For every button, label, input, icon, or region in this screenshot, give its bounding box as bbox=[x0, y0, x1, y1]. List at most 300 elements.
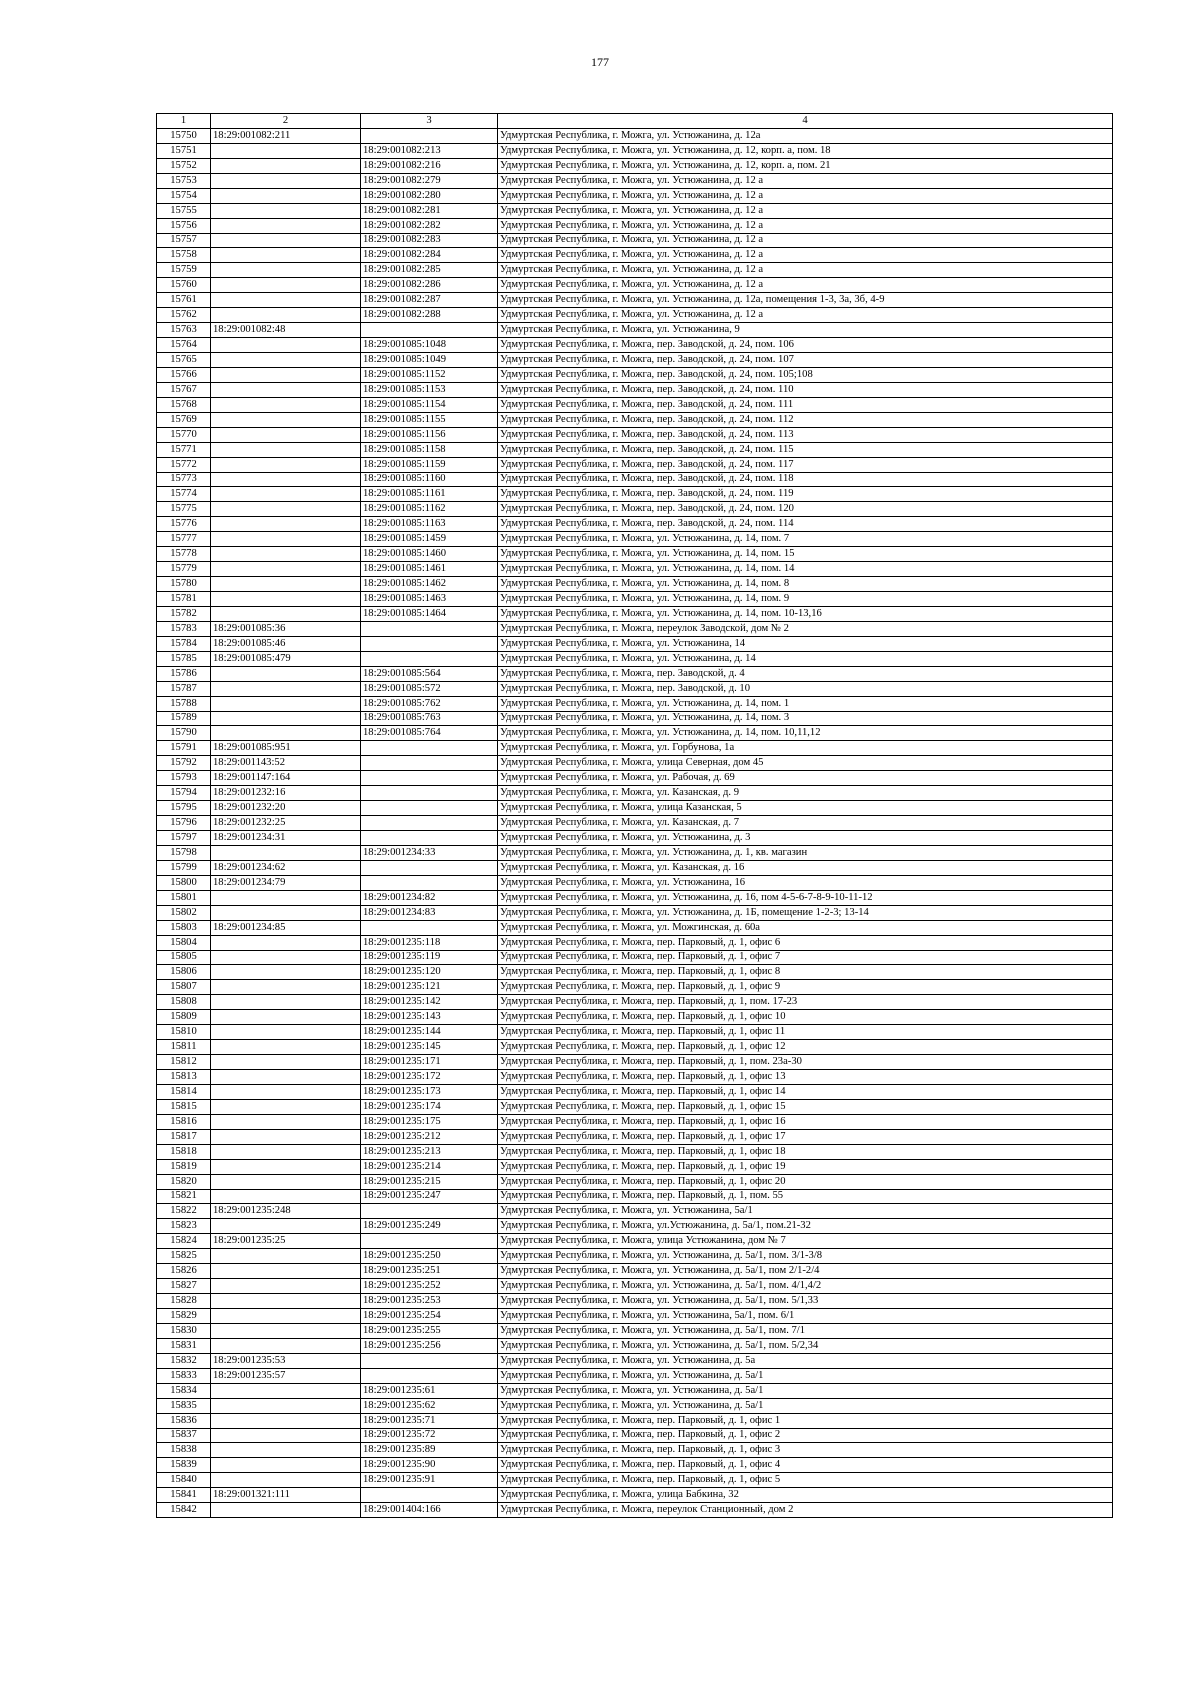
cadastral-number-cell bbox=[211, 203, 361, 218]
sub-cadastral-number-cell: 18:29:001235:144 bbox=[361, 1025, 498, 1040]
table-row bbox=[157, 980, 1113, 995]
sub-cadastral-number-cell: 18:29:001235:214 bbox=[361, 1159, 498, 1174]
sub-cadastral-number-cell: 18:29:001235:90 bbox=[361, 1458, 498, 1473]
table-row bbox=[157, 711, 1113, 726]
address-cell: Удмуртская Республика, г. Можга, пер. Парковый, д. 1, офис 7 bbox=[498, 950, 1113, 965]
table-row bbox=[157, 367, 1113, 382]
cadastral-number-cell bbox=[211, 532, 361, 547]
cadastral-number-cell bbox=[211, 457, 361, 472]
cadastral-number-cell bbox=[211, 935, 361, 950]
table-row bbox=[157, 1368, 1113, 1383]
sub-cadastral-number-cell bbox=[361, 816, 498, 831]
table-row bbox=[157, 323, 1113, 338]
row-number-cell: 15759 bbox=[157, 263, 211, 278]
cadastral-number-cell: 18:29:001235:53 bbox=[211, 1353, 361, 1368]
row-number-cell: 15830 bbox=[157, 1323, 211, 1338]
sub-cadastral-number-cell: 18:29:001235:213 bbox=[361, 1144, 498, 1159]
table-row bbox=[157, 1279, 1113, 1294]
sub-cadastral-number-cell bbox=[361, 1488, 498, 1503]
cadastral-number-cell bbox=[211, 1443, 361, 1458]
cadastral-number-cell: 18:29:001232:25 bbox=[211, 816, 361, 831]
address-cell: Удмуртская Республика, г. Можга, пер. Заводской, д. 24, пом. 119 bbox=[498, 487, 1113, 502]
sub-cadastral-number-cell: 18:29:001235:142 bbox=[361, 995, 498, 1010]
row-number-cell: 15778 bbox=[157, 547, 211, 562]
table-row bbox=[157, 741, 1113, 756]
cadastral-number-cell bbox=[211, 726, 361, 741]
cadastral-number-cell: 18:29:001143:52 bbox=[211, 756, 361, 771]
address-cell: Удмуртская Республика, г. Можга, ул. Устюжанина, 5а/1, пом. 6/1 bbox=[498, 1309, 1113, 1324]
address-cell: Удмуртская Республика, г. Можга, ул. Устюжанина, д. 5а/1 bbox=[498, 1368, 1113, 1383]
address-cell: Удмуртская Республика, г. Можга, ул. Устюжанина, д. 12 а bbox=[498, 188, 1113, 203]
cadastral-number-cell bbox=[211, 845, 361, 860]
row-number-cell: 15827 bbox=[157, 1279, 211, 1294]
address-cell: Удмуртская Республика, г. Можга, ул. Устюжанина, 5а/1 bbox=[498, 1204, 1113, 1219]
table-row bbox=[157, 502, 1113, 517]
table-row bbox=[157, 1249, 1113, 1264]
cadastral-number-cell bbox=[211, 263, 361, 278]
row-number-cell: 15772 bbox=[157, 457, 211, 472]
address-cell: Удмуртская Республика, г. Можга, ул. Устюжанина, д. 5а/1, пом. 7/1 bbox=[498, 1323, 1113, 1338]
cadastral-number-cell bbox=[211, 338, 361, 353]
table-row bbox=[157, 1383, 1113, 1398]
cadastral-number-cell bbox=[211, 1458, 361, 1473]
cadastral-number-cell: 18:29:001082:48 bbox=[211, 323, 361, 338]
row-number-cell: 15751 bbox=[157, 143, 211, 158]
cadastral-number-cell bbox=[211, 1279, 361, 1294]
sub-cadastral-number-cell: 18:29:001085:572 bbox=[361, 681, 498, 696]
cadastral-number-cell bbox=[211, 248, 361, 263]
row-number-cell: 15766 bbox=[157, 367, 211, 382]
row-number-cell: 15787 bbox=[157, 681, 211, 696]
cadastral-number-cell bbox=[211, 517, 361, 532]
row-number-cell: 15828 bbox=[157, 1294, 211, 1309]
address-cell: Удмуртская Республика, г. Можга, улица Устюжанина, дом № 7 bbox=[498, 1234, 1113, 1249]
cadastral-number-cell bbox=[211, 308, 361, 323]
cadastral-number-cell bbox=[211, 1084, 361, 1099]
cadastral-number-cell bbox=[211, 143, 361, 158]
address-cell: Удмуртская Республика, г. Можга, пер. Заводской, д. 24, пом. 118 bbox=[498, 472, 1113, 487]
cadastral-number-cell bbox=[211, 1070, 361, 1085]
cadastral-number-cell bbox=[211, 1398, 361, 1413]
sub-cadastral-number-cell bbox=[361, 771, 498, 786]
sub-cadastral-number-cell bbox=[361, 801, 498, 816]
address-cell: Удмуртская Республика, г. Можга, ул. Устюжанина, д. 14, пом. 1 bbox=[498, 696, 1113, 711]
cadastral-number-cell bbox=[211, 995, 361, 1010]
row-number-cell: 15842 bbox=[157, 1503, 211, 1518]
row-number-cell: 15755 bbox=[157, 203, 211, 218]
cadastral-number-cell bbox=[211, 666, 361, 681]
row-number-cell: 15781 bbox=[157, 592, 211, 607]
row-number-cell: 15752 bbox=[157, 158, 211, 173]
table-row bbox=[157, 412, 1113, 427]
row-number-cell: 15762 bbox=[157, 308, 211, 323]
table-row bbox=[157, 816, 1113, 831]
sub-cadastral-number-cell: 18:29:001085:1049 bbox=[361, 353, 498, 368]
sub-cadastral-number-cell: 18:29:001085:1159 bbox=[361, 457, 498, 472]
table-row bbox=[157, 905, 1113, 920]
sub-cadastral-number-cell bbox=[361, 741, 498, 756]
table-row bbox=[157, 1398, 1113, 1413]
cadastral-number-cell: 18:29:001321:111 bbox=[211, 1488, 361, 1503]
row-number-cell: 15790 bbox=[157, 726, 211, 741]
row-number-cell: 15819 bbox=[157, 1159, 211, 1174]
table-row bbox=[157, 860, 1113, 875]
row-number-cell: 15761 bbox=[157, 293, 211, 308]
sub-cadastral-number-cell: 18:29:001085:1156 bbox=[361, 427, 498, 442]
sub-cadastral-number-cell: 18:29:001085:1463 bbox=[361, 592, 498, 607]
address-cell: Удмуртская Республика, г. Можга, переулок Заводской, дом № 2 bbox=[498, 621, 1113, 636]
table-row bbox=[157, 606, 1113, 621]
cadastral-number-cell bbox=[211, 1159, 361, 1174]
table-row bbox=[157, 338, 1113, 353]
sub-cadastral-number-cell: 18:29:001082:280 bbox=[361, 188, 498, 203]
row-number-cell: 15838 bbox=[157, 1443, 211, 1458]
sub-cadastral-number-cell: 18:29:001235:171 bbox=[361, 1055, 498, 1070]
cadastral-number-cell bbox=[211, 1473, 361, 1488]
address-cell: Удмуртская Республика, г. Можга, пер. Парковый, д. 1, офис 17 bbox=[498, 1129, 1113, 1144]
sub-cadastral-number-cell: 18:29:001404:166 bbox=[361, 1503, 498, 1518]
address-cell: Удмуртская Республика, г. Можга, ул. Устюжанина, д. 14, пом. 15 bbox=[498, 547, 1113, 562]
address-cell: Удмуртская Республика, г. Можга, пер. Парковый, д. 1, офис 4 bbox=[498, 1458, 1113, 1473]
address-cell: Удмуртская Республика, г. Можга, ул. Устюжанина, д. 14, пом. 3 bbox=[498, 711, 1113, 726]
address-cell: Удмуртская Республика, г. Можга, ул. Устюжанина, д. 12 а bbox=[498, 263, 1113, 278]
table-row bbox=[157, 397, 1113, 412]
sub-cadastral-number-cell: 18:29:001234:82 bbox=[361, 890, 498, 905]
cadastral-number-cell bbox=[211, 1428, 361, 1443]
row-number-cell: 15757 bbox=[157, 233, 211, 248]
address-cell: Удмуртская Республика, г. Можга, ул. Устюжанина, д. 5а/1 bbox=[498, 1398, 1113, 1413]
sub-cadastral-number-cell: 18:29:001082:213 bbox=[361, 143, 498, 158]
row-number-cell: 15821 bbox=[157, 1189, 211, 1204]
row-number-cell: 15788 bbox=[157, 696, 211, 711]
column-header-2: 2 bbox=[211, 114, 361, 129]
address-cell: Удмуртская Республика, г. Можга, ул. Устюжанина, д. 1Б, помещение 1-2-3; 13-14 bbox=[498, 905, 1113, 920]
address-cell: Удмуртская Республика, г. Можга, пер. Заводской, д. 24, пом. 120 bbox=[498, 502, 1113, 517]
sub-cadastral-number-cell: 18:29:001235:254 bbox=[361, 1309, 498, 1324]
sub-cadastral-number-cell: 18:29:001085:1462 bbox=[361, 577, 498, 592]
cadastral-number-cell bbox=[211, 562, 361, 577]
address-cell: Удмуртская Республика, г. Можга, пер. Парковый, д. 1, офис 15 bbox=[498, 1099, 1113, 1114]
address-cell: Удмуртская Республика, г. Можга, пер. Парковый, д. 1, офис 12 bbox=[498, 1040, 1113, 1055]
table-row bbox=[157, 1144, 1113, 1159]
table-row bbox=[157, 1099, 1113, 1114]
sub-cadastral-number-cell bbox=[361, 1204, 498, 1219]
row-number-cell: 15813 bbox=[157, 1070, 211, 1085]
sub-cadastral-number-cell: 18:29:001234:83 bbox=[361, 905, 498, 920]
sub-cadastral-number-cell: 18:29:001235:91 bbox=[361, 1473, 498, 1488]
cadastral-number-cell bbox=[211, 158, 361, 173]
table-row bbox=[157, 1055, 1113, 1070]
address-cell: Удмуртская Республика, г. Можга, ул. Устюжанина, д. 5а/1, пом. 4/1,4/2 bbox=[498, 1279, 1113, 1294]
column-header-4: 4 bbox=[498, 114, 1113, 129]
cadastral-number-cell bbox=[211, 278, 361, 293]
row-number-cell: 15829 bbox=[157, 1309, 211, 1324]
sub-cadastral-number-cell: 18:29:001082:281 bbox=[361, 203, 498, 218]
sub-cadastral-number-cell: 18:29:001235:256 bbox=[361, 1338, 498, 1353]
address-cell: Удмуртская Республика, г. Можга, ул. Устюжанина, д. 12 а bbox=[498, 203, 1113, 218]
table-row bbox=[157, 726, 1113, 741]
table-row bbox=[157, 845, 1113, 860]
address-cell: Удмуртская Республика, г. Можга, переулок Станционный, дом 2 bbox=[498, 1503, 1113, 1518]
table-row bbox=[157, 233, 1113, 248]
cadastral-number-cell: 18:29:001082:211 bbox=[211, 128, 361, 143]
address-cell: Удмуртская Республика, г. Можга, пер. Заводской, д. 24, пом. 110 bbox=[498, 382, 1113, 397]
sub-cadastral-number-cell: 18:29:001082:287 bbox=[361, 293, 498, 308]
sub-cadastral-number-cell bbox=[361, 1353, 498, 1368]
table-row bbox=[157, 950, 1113, 965]
table-row bbox=[157, 801, 1113, 816]
sub-cadastral-number-cell bbox=[361, 323, 498, 338]
table-row bbox=[157, 1473, 1113, 1488]
address-cell: Удмуртская Республика, г. Можга, ул. Устюжанина, д. 12 а bbox=[498, 278, 1113, 293]
sub-cadastral-number-cell: 18:29:001235:72 bbox=[361, 1428, 498, 1443]
sub-cadastral-number-cell bbox=[361, 875, 498, 890]
table-row bbox=[157, 532, 1113, 547]
table-row bbox=[157, 756, 1113, 771]
cadastral-number-cell bbox=[211, 1040, 361, 1055]
cadastral-number-cell bbox=[211, 353, 361, 368]
cadastral-number-cell bbox=[211, 577, 361, 592]
sub-cadastral-number-cell: 18:29:001085:764 bbox=[361, 726, 498, 741]
sub-cadastral-number-cell: 18:29:001085:564 bbox=[361, 666, 498, 681]
sub-cadastral-number-cell: 18:29:001085:1152 bbox=[361, 367, 498, 382]
table-row bbox=[157, 1458, 1113, 1473]
sub-cadastral-number-cell: 18:29:001235:215 bbox=[361, 1174, 498, 1189]
row-number-cell: 15839 bbox=[157, 1458, 211, 1473]
table-row bbox=[157, 203, 1113, 218]
address-cell: Удмуртская Республика, г. Можга, ул. Устюжанина, д. 12 а bbox=[498, 308, 1113, 323]
address-cell: Удмуртская Республика, г. Можга, пер. Заводской, д. 24, пом. 115 bbox=[498, 442, 1113, 457]
row-number-cell: 15793 bbox=[157, 771, 211, 786]
sub-cadastral-number-cell: 18:29:001085:1048 bbox=[361, 338, 498, 353]
row-number-cell: 15822 bbox=[157, 1204, 211, 1219]
registry-table bbox=[156, 113, 1113, 1518]
row-number-cell: 15763 bbox=[157, 323, 211, 338]
row-number-cell: 15826 bbox=[157, 1264, 211, 1279]
address-cell: Удмуртская Республика, г. Можга, пер. Заводской, д. 10 bbox=[498, 681, 1113, 696]
row-number-cell: 15791 bbox=[157, 741, 211, 756]
table-row bbox=[157, 995, 1113, 1010]
row-number-cell: 15833 bbox=[157, 1368, 211, 1383]
address-cell: Удмуртская Республика, г. Можга, ул.Устюжанина, д. 5а/1, пом.21-32 bbox=[498, 1219, 1113, 1234]
row-number-cell: 15799 bbox=[157, 860, 211, 875]
row-number-cell: 15756 bbox=[157, 218, 211, 233]
address-cell: Удмуртская Республика, г. Можга, ул. Казанская, д. 7 bbox=[498, 816, 1113, 831]
cadastral-number-cell: 18:29:001235:57 bbox=[211, 1368, 361, 1383]
address-cell: Удмуртская Республика, г. Можга, ул. Устюжанина, д. 5а/1, пом. 5/1,33 bbox=[498, 1294, 1113, 1309]
page-number: 177 bbox=[591, 55, 609, 69]
row-number-cell: 15773 bbox=[157, 472, 211, 487]
address-cell: Удмуртская Республика, г. Можга, ул. Устюжанина, д. 14, пом. 8 bbox=[498, 577, 1113, 592]
address-cell: Удмуртская Республика, г. Можга, ул. Устюжанина, д. 12 а bbox=[498, 248, 1113, 263]
cadastral-number-cell: 18:29:001234:85 bbox=[211, 920, 361, 935]
address-cell: Удмуртская Республика, г. Можга, ул. Устюжанина, д. 5а/1, пом. 3/1-3/8 bbox=[498, 1249, 1113, 1264]
table-row bbox=[157, 562, 1113, 577]
row-number-cell: 15832 bbox=[157, 1353, 211, 1368]
cadastral-number-cell bbox=[211, 1025, 361, 1040]
row-number-cell: 15824 bbox=[157, 1234, 211, 1249]
address-cell: Удмуртская Республика, г. Можга, ул. Устюжанина, д. 1, кв. магазин bbox=[498, 845, 1113, 860]
row-number-cell: 15798 bbox=[157, 845, 211, 860]
sub-cadastral-number-cell: 18:29:001235:62 bbox=[361, 1398, 498, 1413]
row-number-cell: 15776 bbox=[157, 517, 211, 532]
cadastral-number-cell: 18:29:001085:46 bbox=[211, 636, 361, 651]
row-number-cell: 15812 bbox=[157, 1055, 211, 1070]
table-row bbox=[157, 442, 1113, 457]
cadastral-number-cell bbox=[211, 1413, 361, 1428]
sub-cadastral-number-cell: 18:29:001235:251 bbox=[361, 1264, 498, 1279]
table-row bbox=[157, 263, 1113, 278]
cadastral-number-cell: 18:29:001085:479 bbox=[211, 651, 361, 666]
row-number-cell: 15815 bbox=[157, 1099, 211, 1114]
sub-cadastral-number-cell: 18:29:001082:285 bbox=[361, 263, 498, 278]
sub-cadastral-number-cell: 18:29:001082:288 bbox=[361, 308, 498, 323]
cadastral-number-cell: 18:29:001232:20 bbox=[211, 801, 361, 816]
sub-cadastral-number-cell: 18:29:001085:1153 bbox=[361, 382, 498, 397]
cadastral-number-cell bbox=[211, 1503, 361, 1518]
cadastral-number-cell bbox=[211, 382, 361, 397]
table-row bbox=[157, 1040, 1113, 1055]
table-row bbox=[157, 1234, 1113, 1249]
row-number-cell: 15775 bbox=[157, 502, 211, 517]
sub-cadastral-number-cell: 18:29:001085:762 bbox=[361, 696, 498, 711]
row-number-cell: 15794 bbox=[157, 786, 211, 801]
address-cell: Удмуртская Республика, г. Можга, пер. Заводской, д. 4 bbox=[498, 666, 1113, 681]
table-row bbox=[157, 248, 1113, 263]
row-number-cell: 15750 bbox=[157, 128, 211, 143]
sub-cadastral-number-cell: 18:29:001235:71 bbox=[361, 1413, 498, 1428]
address-cell: Удмуртская Республика, г. Можга, ул. Устюжанина, д. 16, пом 4-5-6-7-8-9-10-11-12 bbox=[498, 890, 1113, 905]
cadastral-number-cell bbox=[211, 1099, 361, 1114]
cadastral-number-cell bbox=[211, 606, 361, 621]
cadastral-number-cell bbox=[211, 1055, 361, 1070]
cadastral-number-cell bbox=[211, 1114, 361, 1129]
row-number-cell: 15789 bbox=[157, 711, 211, 726]
table-row bbox=[157, 890, 1113, 905]
sub-cadastral-number-cell: 18:29:001235:250 bbox=[361, 1249, 498, 1264]
row-number-cell: 15807 bbox=[157, 980, 211, 995]
table-row bbox=[157, 1294, 1113, 1309]
column-header-1: 1 bbox=[157, 114, 211, 129]
table-row bbox=[157, 1219, 1113, 1234]
sub-cadastral-number-cell: 18:29:001234:33 bbox=[361, 845, 498, 860]
sub-cadastral-number-cell: 18:29:001235:253 bbox=[361, 1294, 498, 1309]
table-row bbox=[157, 1413, 1113, 1428]
cadastral-number-cell bbox=[211, 1309, 361, 1324]
cadastral-number-cell: 18:29:001234:79 bbox=[211, 875, 361, 890]
address-cell: Удмуртская Республика, г. Можга, пер. Заводской, д. 24, пом. 105;108 bbox=[498, 367, 1113, 382]
sub-cadastral-number-cell: 18:29:001235:145 bbox=[361, 1040, 498, 1055]
table-row bbox=[157, 786, 1113, 801]
address-cell: Удмуртская Республика, г. Можга, пер. Заводской, д. 24, пом. 114 bbox=[498, 517, 1113, 532]
row-number-cell: 15814 bbox=[157, 1084, 211, 1099]
sub-cadastral-number-cell: 18:29:001085:1460 bbox=[361, 547, 498, 562]
cadastral-number-cell bbox=[211, 397, 361, 412]
row-number-cell: 15818 bbox=[157, 1144, 211, 1159]
row-number-cell: 15796 bbox=[157, 816, 211, 831]
cadastral-number-cell bbox=[211, 965, 361, 980]
address-cell: Удмуртская Республика, г. Можга, улица Северная, дом 45 bbox=[498, 756, 1113, 771]
row-number-cell: 15823 bbox=[157, 1219, 211, 1234]
table-row bbox=[157, 1010, 1113, 1025]
cadastral-number-cell bbox=[211, 980, 361, 995]
table-row bbox=[157, 621, 1113, 636]
address-cell: Удмуртская Республика, г. Можга, улица Бабкина, 32 bbox=[498, 1488, 1113, 1503]
table-row bbox=[157, 293, 1113, 308]
table-row bbox=[157, 487, 1113, 502]
address-cell: Удмуртская Республика, г. Можга, ул. Рабочая, д. 69 bbox=[498, 771, 1113, 786]
table-row bbox=[157, 1174, 1113, 1189]
address-cell: Удмуртская Республика, г. Можга, ул. Устюжанина, 16 bbox=[498, 875, 1113, 890]
address-cell: Удмуртская Республика, г. Можга, ул. Устюжанина, д. 14, пом. 10-13,16 bbox=[498, 606, 1113, 621]
cadastral-number-cell bbox=[211, 711, 361, 726]
sub-cadastral-number-cell: 18:29:001235:118 bbox=[361, 935, 498, 950]
row-number-cell: 15777 bbox=[157, 532, 211, 547]
table-row bbox=[157, 1353, 1113, 1368]
row-number-cell: 15784 bbox=[157, 636, 211, 651]
table-row bbox=[157, 1189, 1113, 1204]
cadastral-number-cell bbox=[211, 547, 361, 562]
column-header-3: 3 bbox=[361, 114, 498, 129]
table-row bbox=[157, 128, 1113, 143]
sub-cadastral-number-cell bbox=[361, 786, 498, 801]
address-cell: Удмуртская Республика, г. Можга, ул. Устюжанина, 14 bbox=[498, 636, 1113, 651]
address-cell: Удмуртская Республика, г. Можга, пер. Заводской, д. 24, пом. 113 bbox=[498, 427, 1113, 442]
sub-cadastral-number-cell: 18:29:001085:1162 bbox=[361, 502, 498, 517]
address-cell: Удмуртская Республика, г. Можга, ул. Устюжанина, д. 12 а bbox=[498, 173, 1113, 188]
row-number-cell: 15771 bbox=[157, 442, 211, 457]
sub-cadastral-number-cell bbox=[361, 651, 498, 666]
sub-cadastral-number-cell bbox=[361, 920, 498, 935]
table-row bbox=[157, 1338, 1113, 1353]
row-number-cell: 15770 bbox=[157, 427, 211, 442]
cadastral-number-cell bbox=[211, 367, 361, 382]
cadastral-number-cell bbox=[211, 1323, 361, 1338]
row-number-cell: 15764 bbox=[157, 338, 211, 353]
cadastral-number-cell bbox=[211, 218, 361, 233]
address-cell: Удмуртская Республика, г. Можга, ул. Устюжанина, д. 12 а bbox=[498, 233, 1113, 248]
sub-cadastral-number-cell: 18:29:001082:286 bbox=[361, 278, 498, 293]
table-row bbox=[157, 218, 1113, 233]
address-cell: Удмуртская Республика, г. Можга, ул. Устюжанина, д. 14, пом. 9 bbox=[498, 592, 1113, 607]
row-number-cell: 15804 bbox=[157, 935, 211, 950]
cadastral-number-cell: 18:29:001234:31 bbox=[211, 831, 361, 846]
table-row bbox=[157, 935, 1113, 950]
address-cell: Удмуртская Республика, г. Можга, пер. Парковый, д. 1, офис 5 bbox=[498, 1473, 1113, 1488]
address-cell: Удмуртская Республика, г. Можга, ул. Устюжанина, д. 12а, помещения 1-3, 3а, 3б, 4-9 bbox=[498, 293, 1113, 308]
cadastral-number-cell bbox=[211, 487, 361, 502]
cadastral-number-cell bbox=[211, 890, 361, 905]
address-cell: Удмуртская Республика, г. Можга, ул. Устюжанина, д. 14, пом. 14 bbox=[498, 562, 1113, 577]
table-row bbox=[157, 1084, 1113, 1099]
sub-cadastral-number-cell: 18:29:001085:1161 bbox=[361, 487, 498, 502]
table-row bbox=[157, 547, 1113, 562]
sub-cadastral-number-cell bbox=[361, 128, 498, 143]
table-row bbox=[157, 1309, 1113, 1324]
address-cell: Удмуртская Республика, г. Можга, пер. Парковый, д. 1, офис 11 bbox=[498, 1025, 1113, 1040]
row-number-cell: 15760 bbox=[157, 278, 211, 293]
address-cell: Удмуртская Республика, г. Можга, улица Казанская, 5 bbox=[498, 801, 1113, 816]
address-cell: Удмуртская Республика, г. Можга, пер. Парковый, д. 1, офис 13 bbox=[498, 1070, 1113, 1085]
sub-cadastral-number-cell: 18:29:001235:89 bbox=[361, 1443, 498, 1458]
row-number-cell: 15782 bbox=[157, 606, 211, 621]
row-number-cell: 15837 bbox=[157, 1428, 211, 1443]
address-cell: Удмуртская Республика, г. Можга, пер. Парковый, д. 1, офис 1 bbox=[498, 1413, 1113, 1428]
row-number-cell: 15783 bbox=[157, 621, 211, 636]
table-row bbox=[157, 173, 1113, 188]
cadastral-number-cell bbox=[211, 696, 361, 711]
address-cell: Удмуртская Республика, г. Можга, ул. Устюжанина, д. 12, корп. а, пом. 18 bbox=[498, 143, 1113, 158]
